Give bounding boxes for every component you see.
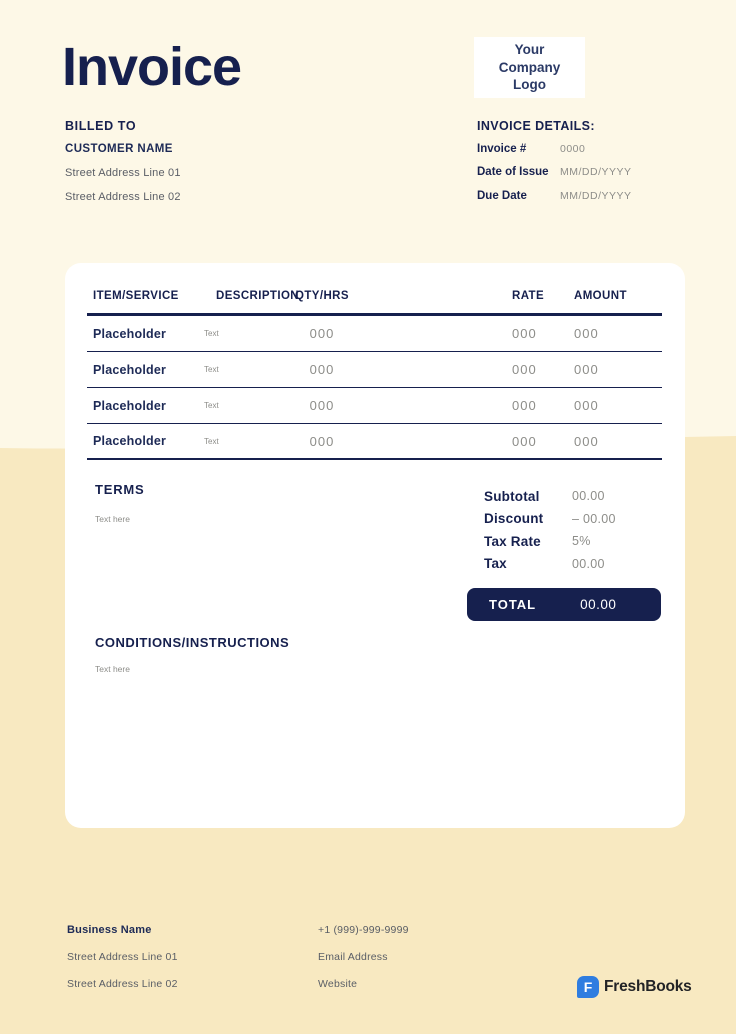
line-items-table [87,263,662,460]
business-address-line-2: Street Address Line 02 [67,978,178,990]
terms-text: Text here [95,514,130,524]
business-website: Website [318,978,358,990]
freshbooks-wordmark: FreshBooks [604,978,692,995]
grand-total-value: 00.00 [580,597,617,612]
tax-row [484,553,664,576]
subtotal-value: 00.00 [572,489,605,504]
table-row [87,388,662,424]
invoice-details-heading: INVOICE DETAILS: [477,119,595,133]
row-qty: 000 [309,326,335,341]
date-of-issue-value: MM/DD/YYYY [560,166,632,178]
discount-row [484,508,664,531]
row-rate: 000 [512,326,537,341]
row-item-name: Placeholder [93,434,167,448]
subtotal-row [484,485,664,508]
totals-summary [484,485,664,575]
row-qty: 000 [309,398,335,413]
header-amount: AMOUNT [574,290,627,302]
discount-value: – 00.00 [572,511,616,526]
due-date-value: MM/DD/YYYY [560,190,632,202]
tax-rate-row [484,530,664,553]
invoice-number-value: 0000 [560,143,586,155]
customer-name: CUSTOMER NAME [65,143,173,155]
date-of-issue-row [477,166,707,178]
date-of-issue-label: Date of Issue [477,166,549,178]
row-item-name: Placeholder [93,362,167,377]
invoice-card [65,263,685,828]
header-rate: RATE [512,290,545,302]
tax-label: Tax [484,556,507,572]
company-logo-placeholder [474,37,585,98]
billed-address-line-2: Street Address Line 02 [65,191,181,203]
row-description: Text [204,401,219,410]
row-amount: 000 [574,362,599,377]
table-header-row [87,263,662,316]
row-description: Text [204,329,219,338]
invoice-number-label: Invoice # [477,143,527,155]
grand-total-label: TOTAL [489,597,537,612]
row-qty: 000 [309,433,335,449]
row-description: Text [204,436,219,446]
row-rate: 000 [512,433,537,449]
business-phone: +1 (999)-999-9999 [318,924,409,936]
billed-address-line-1: Street Address Line 01 [65,167,181,179]
tax-rate-label: Tax Rate [484,533,541,549]
header-qty-hrs: QTY/HRS [295,290,349,302]
freshbooks-logo-icon: F [577,976,599,998]
business-address-line-1: Street Address Line 01 [67,951,178,963]
invoice-number-row [477,143,707,155]
row-item-name: Placeholder [93,398,167,413]
table-row [87,352,662,388]
discount-label: Discount [484,511,544,527]
row-qty: 000 [309,362,335,377]
freshbooks-brand [577,976,692,998]
table-row [87,316,662,352]
due-date-label: Due Date [477,190,527,202]
table-row [87,424,662,460]
business-email: Email Address [318,951,388,963]
business-name: Business Name [67,924,152,936]
row-item-name: Placeholder [93,326,167,341]
header-item-service: ITEM/SERVICE [93,290,179,302]
row-description: Text [204,365,219,374]
company-logo-text: Your Company Logo [498,42,561,93]
tax-rate-value: 5% [572,534,591,549]
conditions-heading: CONDITIONS/INSTRUCTIONS [95,635,290,650]
row-amount: 000 [574,326,599,341]
row-amount: 000 [574,433,599,449]
subtotal-label: Subtotal [484,488,540,504]
header-description: DESCRIPTION [216,290,299,302]
tax-value: 00.00 [572,556,605,571]
row-amount: 000 [574,398,599,413]
page-title: Invoice [62,37,242,97]
terms-heading: TERMS [95,482,145,497]
grand-total-box [467,588,661,621]
due-date-row [477,190,707,202]
row-rate: 000 [512,362,537,377]
row-rate: 000 [512,398,537,413]
conditions-text: Text here [95,664,130,674]
billed-to-heading: BILLED TO [65,119,137,133]
